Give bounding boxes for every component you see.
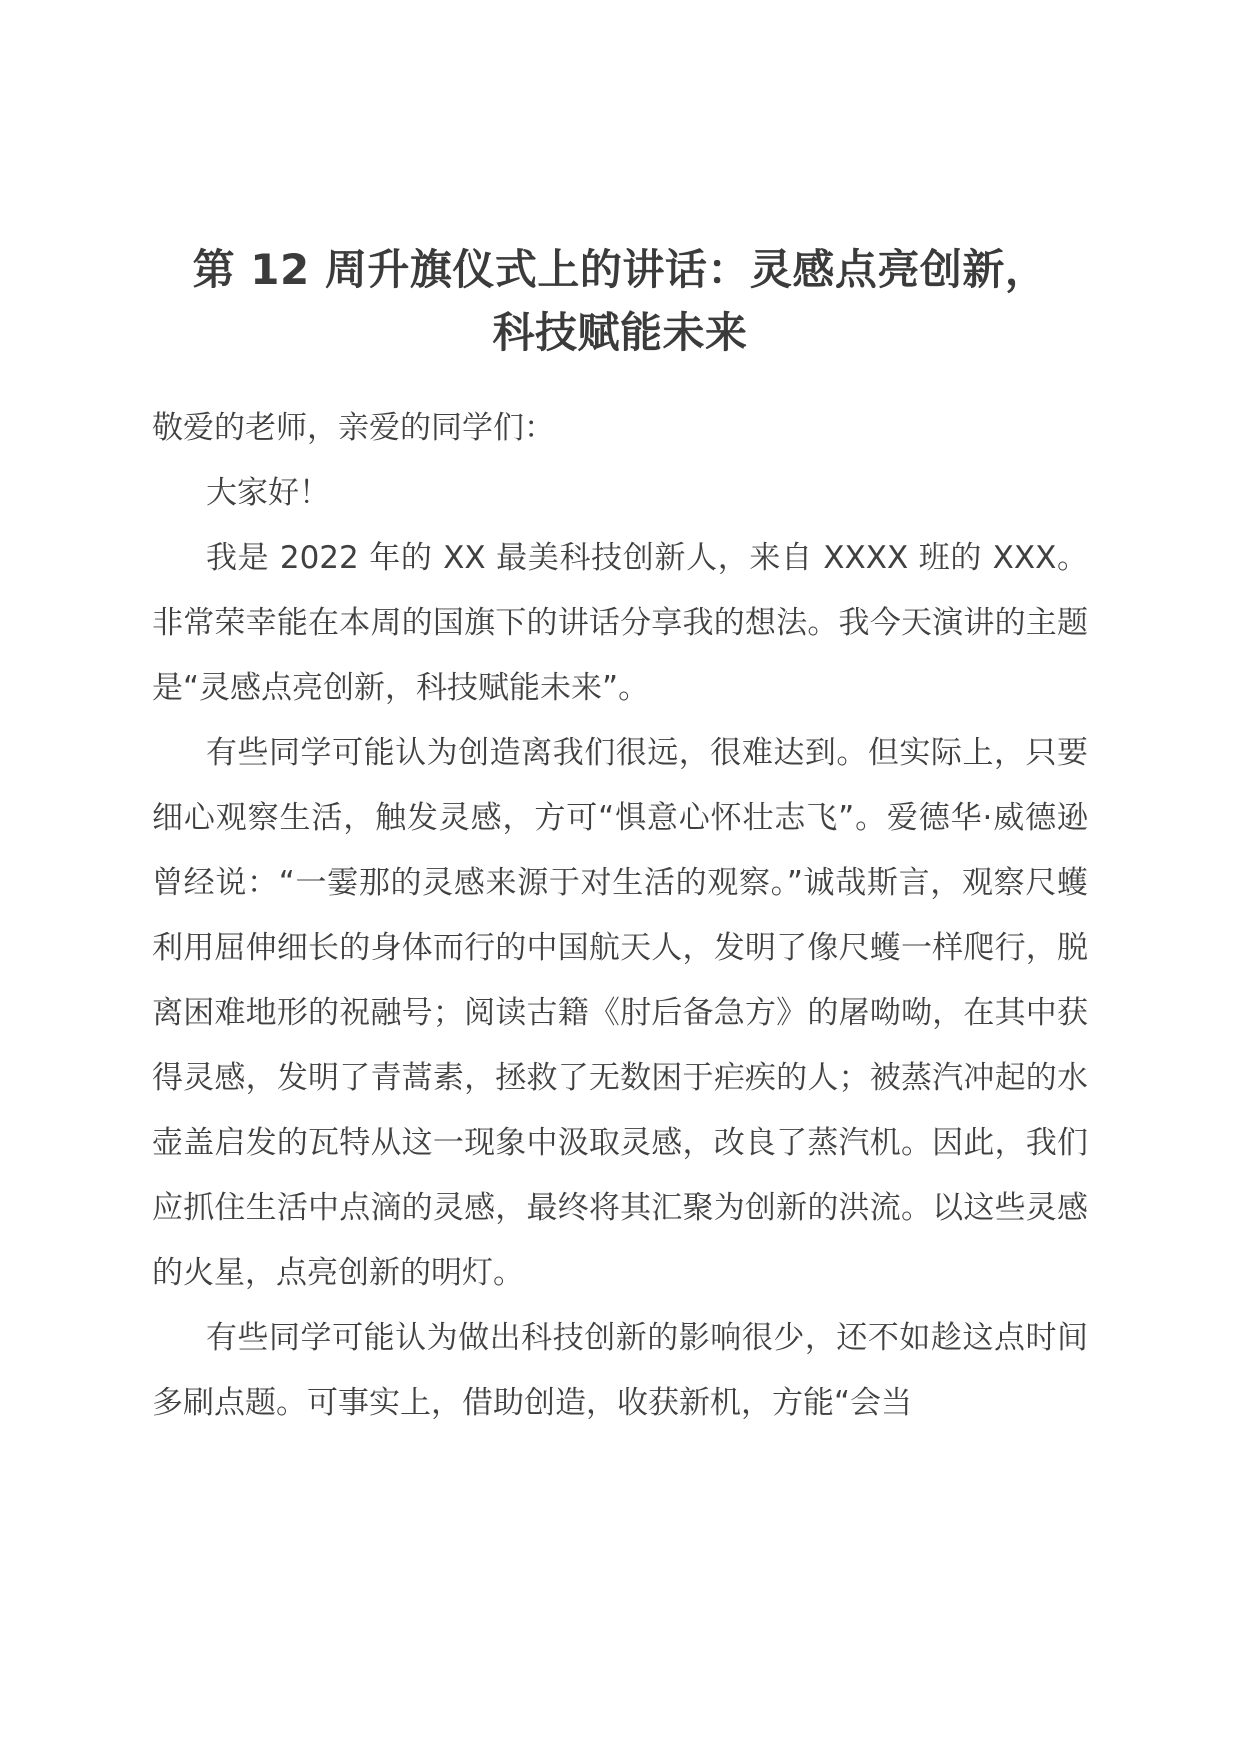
document-body: [152, 396, 1088, 1436]
title-line-1: 第 12 周升旗仪式上的讲话：灵感点亮创新，: [192, 245, 1048, 294]
paragraph-introduction: 我是 2022 年的 XX 最美科技创新人，来自 XXXX 班的 XXX。非常荣幸能在本周的国旗下的讲话分享我的想法。我今天演讲的主题是“灵感点亮创新，科技赋能未来”。: [152, 540, 1088, 706]
paragraph-innovation-impact: 有些同学可能认为做出科技创新的影响很少，还不如趁这点时间多刷点题。可事实上，借助创造，收获新机，方能“会当: [152, 1320, 1088, 1421]
paragraph-inspiration: 有些同学可能认为创造离我们很远，很难达到。但实际上，只要细心观察生活，触发灵感，方可“惧意心怀壮志飞”。爱德华·威德逊曾经说：“一霎那的灵感来源于对生活的观察。”诚哉斯言，观察尺蠖利用屈伸细长的身体而行的中国航天人，发明了像尺蠖一样爬行，脱离困难地形的祝融号；阅读古籍《肘后备急方》的屠呦呦，在其中获得灵感，发明了青蒿素，拯救了无数困于疟疾的人；被蒸汽冲起的水壶盖启发的瓦特从这一现象中汲取灵感，改良了蒸汽机。因此，我们应抓住生活中点滴的灵感，最终将其汇聚为创新的洪流。以这些灵感的火星，点亮创新的明灯。: [152, 735, 1088, 1291]
salutation: 敬爱的老师，亲爱的同学们：: [152, 410, 555, 446]
title-line-2: 科技赋能未来: [492, 308, 748, 357]
paragraph-greeting: 大家好！: [206, 475, 330, 511]
document-title: [152, 238, 1088, 364]
